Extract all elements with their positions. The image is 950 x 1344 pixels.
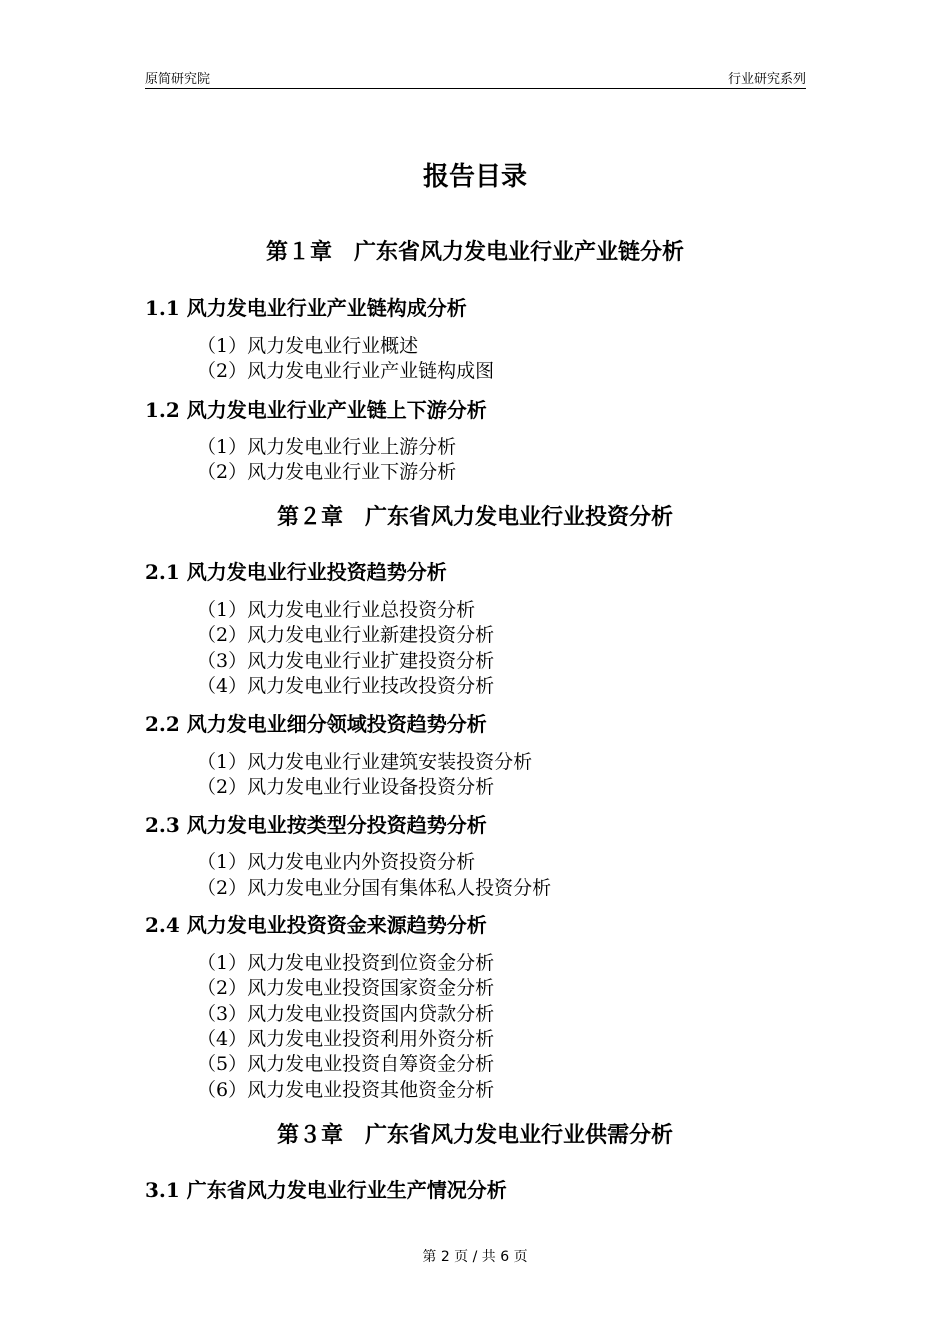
section-heading: 3.1 广东省风力发电业行业生产情况分析 — [145, 1178, 507, 1202]
section-heading: 1.2 风力发电业行业产业链上下游分析 — [145, 398, 487, 422]
toc-item: （4）风力发电业投资利用外资分析 — [197, 1028, 495, 1050]
page-title: 报告目录 — [422, 162, 527, 192]
toc-item: （1）风力发电业行业上游分析 — [197, 436, 457, 458]
toc-item: （2）风力发电业行业产业链构成图 — [197, 360, 495, 382]
toc-item: （2）风力发电业行业新建投资分析 — [197, 624, 495, 646]
section-heading: 2.1 风力发电业行业投资趋势分析 — [145, 560, 447, 584]
toc-item: （1）风力发电业投资到位资金分析 — [197, 952, 495, 974]
toc-item: （2）风力发电业行业下游分析 — [197, 461, 457, 483]
section-heading: 2.2 风力发电业细分领域投资趋势分析 — [145, 712, 487, 736]
toc-item: （3）风力发电业投资国内贷款分析 — [197, 1003, 495, 1025]
toc-item: （4）风力发电业行业技改投资分析 — [197, 675, 495, 697]
section-heading: 2.3 风力发电业按类型分投资趋势分析 — [145, 813, 487, 837]
toc-item: （1）风力发电业行业建筑安装投资分析 — [197, 751, 533, 773]
toc-item: （1）风力发电业行业概述 — [197, 335, 419, 357]
section-heading: 1.1 风力发电业行业产业链构成分析 — [145, 296, 467, 320]
header-org: 原简研究院 — [145, 72, 211, 87]
page-header — [145, 66, 806, 89]
chapter-heading: 第２章 广东省风力发电业行业投资分析 — [276, 504, 673, 530]
toc-item: （5）风力发电业投资自筹资金分析 — [197, 1053, 495, 1075]
toc-item: （3）风力发电业行业扩建投资分析 — [197, 650, 495, 672]
toc-item: （2）风力发电业行业设备投资分析 — [197, 776, 495, 798]
toc-item: （6）风力发电业投资其他资金分析 — [197, 1079, 495, 1101]
toc-item: （1）风力发电业内外资投资分析 — [197, 851, 476, 873]
section-heading: 2.4 风力发电业投资资金来源趋势分析 — [145, 913, 487, 937]
toc-item: （2）风力发电业投资国家资金分析 — [197, 977, 495, 999]
header-series: 行业研究系列 — [727, 72, 806, 87]
toc-item: （1）风力发电业行业总投资分析 — [197, 599, 476, 621]
toc-item: （2）风力发电业分国有集体私人投资分析 — [197, 877, 552, 899]
chapter-heading: 第１章 广东省风力发电业行业产业链分析 — [265, 239, 684, 265]
page-footer: 第 2 页 / 共 6 页 — [422, 1249, 528, 1265]
chapter-heading: 第３章 广东省风力发电业行业供需分析 — [276, 1122, 673, 1148]
